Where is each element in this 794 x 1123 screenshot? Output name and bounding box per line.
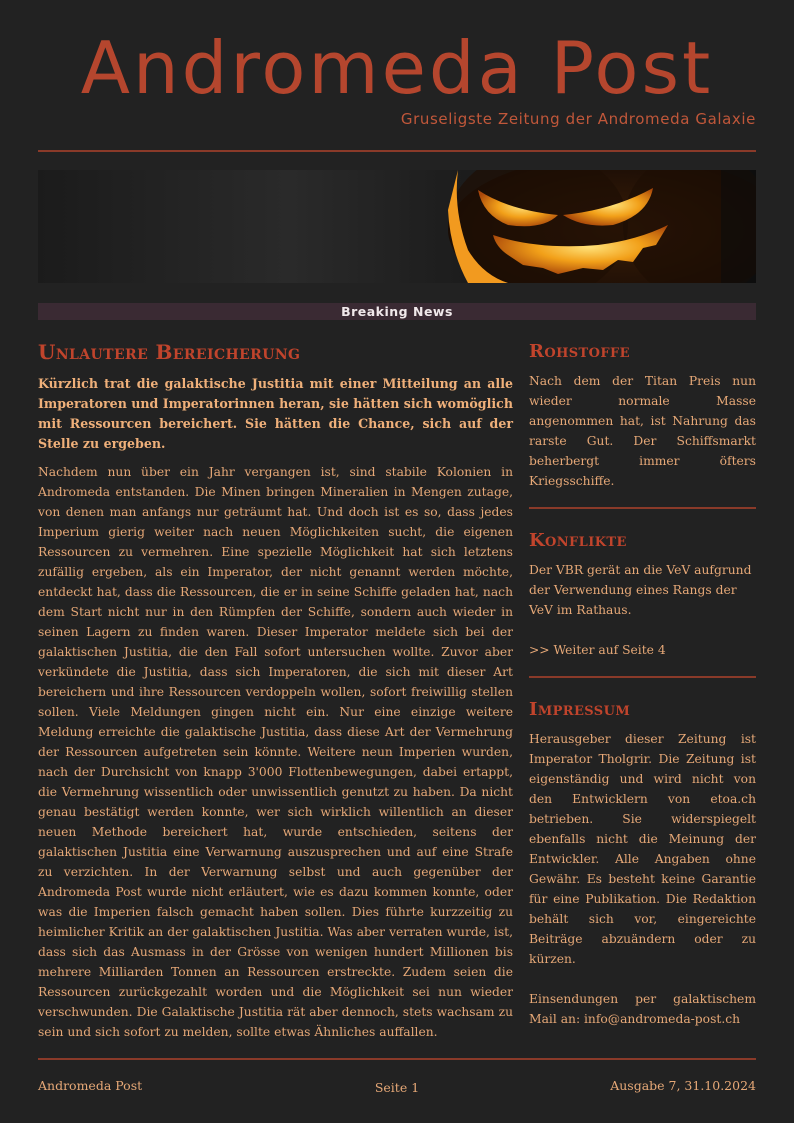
sidebar-divider: [529, 676, 756, 678]
main-article: [38, 336, 513, 1042]
banner-image: [38, 170, 756, 283]
masthead-title: Andromeda Post: [80, 26, 714, 110]
article-lead: Kürzlich trat die galaktische Justitia mit einer Mitteilung an alle Imperatoren und Imperatorinnen heran, sie hätten sich womöglich mit Ressourcen bereichert. Sie hätten die Chance, sich auf der Stelle zu ergeben.: [38, 376, 513, 451]
spacer: [529, 969, 756, 989]
impressum-title: Impressum: [529, 699, 631, 720]
article-body: Nachdem nun über ein Jahr vergangen ist, sind stabile Kolonien in Andromeda entstanden. Die Minen bringen Mineralien in Mengen zutage, von denen man anfangs nur geträumt hat. Und doch ist es so, dass jedes Imperium gierig weiter nach neuen Möglichkeiten sucht, die eigenen Ressourcen zu vermehren. Eine spezielle Möglichkeit hat sich letztens zufällig ergeben, als ein Imperator, der nicht genannt werden möchte, entdeckt hat, dass die Ressourcen, die er in seine Schiffe geladen hat, nach dem Start nicht nur in den Rümpfen der Schiffe, sondern auch wieder in seinen Lagern zu finden waren. Dieser Imperator meldete sich bei der galaktischen Justitia, die den Fall sofort untersuchen wollte. Zuvor aber verkündete die Justitia, dass sich Imperatoren, die sich mit dieser Art bereichern und ihre Ressourcen verdoppeln wollen, sofort freiwillig stellen sollen. Viele Meldungen gingen nicht ein. Nur eine einzige weitere Meldung erreichte die galaktische Justitia, dass diese Art der Vermehrung der Ressourcen aufgetreten sein könnte. Weitere neun Imperien wurden, nach der Durchsicht von knapp 3'000 Flottenbewegungen, dabei ertappt, die Vermehrung wissentlich oder unwissentlich genutzt zu haben. Da nicht genau bestätigt werden konnte, wer sich wirklich willentlich an dieser neuen Methode bereichert hat, wurde entschieden, seitens der galaktischen Justitia eine Verwarnung auszusprechen und auf eine Strafe zu verzichten. In der Verwarnung selbst und auch gegenüber der Andromeda Post wurde nicht erläutert, wie es dazu kommen konnte, oder was die Imperien falsch gemacht haben sollen. Dies führte kurzzeitig zu heimlicher Kritik an der galaktischen Justitia. Was aber verraten wurde, ist, dass sich das Ausmass in der Grösse von wenigen hundert Millionen bis mehrere Milliarden Tonnen an Ressourcen erstreckte. Zudem seien die Ressourcen zurückgezahlt worden und die Möglichkeit sei nun wieder verschwunden. Die Galaktische Justitia rät aber dennoch, stets wachsam zu sein und sich sofort zu melden, sollte etwas Ähnliches auffallen.: [38, 465, 513, 1039]
article-headline: Unlautere Bereicherung: [38, 340, 301, 364]
jack-o-lantern-illustration: [38, 170, 756, 283]
footer-issue: Ausgabe 7, 31.10.2024: [610, 1078, 756, 1093]
masthead-subtitle: Gruseligste Zeitung der Andromeda Galaxie: [400, 110, 756, 128]
impressum-text: Herausgeber dieser Zeitung ist Imperator Tholgrir. Die Zeitung ist eigenständig und wird nicht von den Entwicklern von etoa.ch betrieben. Sie widerspiegelt ebenfalls nicht die Meinung der Entwickler. Alle Angaben ohne Gewähr. Es besteht keine Garantie für eine Publikation. Die Redaktion behält sich vor, eingereichte Beiträge abzuändern oder zu kürzen.: [529, 732, 756, 966]
sidebar: [529, 336, 756, 1029]
spacer: [529, 620, 756, 640]
impressum-contact: Einsendungen per galaktischem Mail an: info@andromeda-post.ch: [529, 992, 756, 1026]
breaking-news-bar: Breaking News: [38, 303, 756, 320]
konflikte-title: Konflikte: [529, 530, 627, 551]
konflikte-text: Der VBR gerät an die VeV aufgrund der Verwendung eines Rangs der VeV im Rathaus.: [529, 563, 752, 617]
footer-publication: Andromeda Post: [38, 1078, 143, 1093]
continue-link[interactable]: >> Weiter auf Seite 4: [529, 643, 666, 657]
top-divider: [38, 150, 756, 152]
rohstoffe-text: Nach dem der Titan Preis nun wieder normale Masse angenommen hat, ist Nahrung das rarste Gut. Der Schiffsmarkt beherbergt immer öfters Kriegsschiffe.: [529, 374, 756, 488]
bottom-divider: [38, 1058, 756, 1060]
sidebar-divider: [529, 507, 756, 509]
footer-page-number: Seite 1: [374, 1080, 420, 1095]
rohstoffe-title: Rohstoffe: [529, 341, 630, 362]
